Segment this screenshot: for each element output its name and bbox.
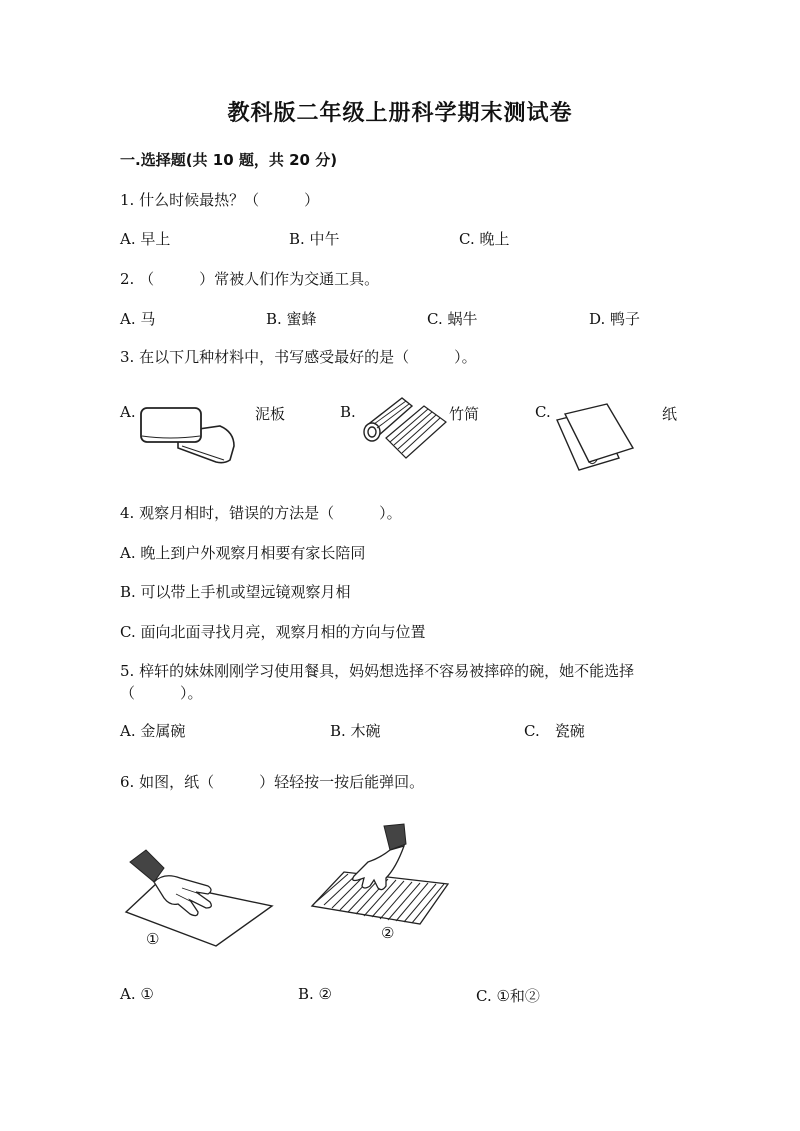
q5-option-b[interactable]: B. 木碗	[330, 722, 381, 740]
q4-option-a[interactable]: A. 晚上到户外观察月相要有家长陪同	[120, 544, 366, 562]
q3-label-a: 泥板	[255, 405, 286, 423]
section-heading: 一.选择题(共 10 题，共 20 分)	[120, 151, 338, 169]
q5-option-a[interactable]: A. 金属碗	[120, 722, 186, 740]
paper-image	[553, 400, 643, 472]
question-5-line-1: 5. 梓轩的妹妹刚刚学习使用餐具，妈妈想选择不容易被摔碎的碗，她不能选择	[120, 662, 635, 680]
q3-option-a[interactable]: A.	[120, 403, 136, 421]
q3-label-c: 纸	[662, 405, 678, 423]
q6-option-a[interactable]: A. ①	[120, 985, 154, 1003]
bamboo-slips-image	[360, 392, 448, 464]
q4-option-c[interactable]: C. 面向北面寻找月亮，观察月相的方向与位置	[120, 623, 426, 641]
question-3: 3. 在以下几种材料中，书写感受最好的是（ ）。	[120, 348, 477, 366]
q6-option-b[interactable]: B. ②	[298, 985, 333, 1003]
q3-option-b[interactable]: B.	[340, 403, 356, 421]
q6-option-c[interactable]: C. ①和②	[476, 987, 540, 1005]
q4-option-b[interactable]: B. 可以带上手机或望远镜观察月相	[120, 583, 351, 601]
question-6: 6. 如图，纸（ ）轻轻按一按后能弹回。	[120, 773, 425, 791]
question-1: 1. 什么时候最热？（ ）	[120, 191, 320, 209]
q2-option-b[interactable]: B. 蜜蜂	[266, 310, 317, 328]
figure-label-2: ②	[381, 924, 395, 942]
page-title: 教科版二年级上册科学期末测试卷	[227, 101, 573, 126]
figure-label-1: ①	[146, 930, 160, 948]
question-2: 2. （ ）常被人们作为交通工具。	[120, 270, 380, 288]
q1-option-c[interactable]: C. 晚上	[459, 230, 510, 248]
q2-option-a[interactable]: A. 马	[120, 310, 156, 328]
q3-option-c[interactable]: C.	[535, 403, 551, 421]
q1-option-b[interactable]: B. 中午	[289, 230, 340, 248]
question-5-line-2: （ ）。	[120, 684, 203, 702]
clay-tablet-image	[138, 402, 238, 466]
q2-option-c[interactable]: C. 蜗牛	[427, 310, 478, 328]
question-4: 4. 观察月相时，错误的方法是（ ）。	[120, 504, 402, 522]
q1-option-a[interactable]: A. 早上	[120, 230, 171, 248]
q5-option-c[interactable]: C. 瓷碗	[524, 722, 585, 740]
q3-label-b: 竹简	[449, 405, 480, 423]
q2-option-d[interactable]: D. 鸭子	[589, 310, 641, 328]
hand-pressing-corrugated-paper-figure	[310, 822, 450, 934]
